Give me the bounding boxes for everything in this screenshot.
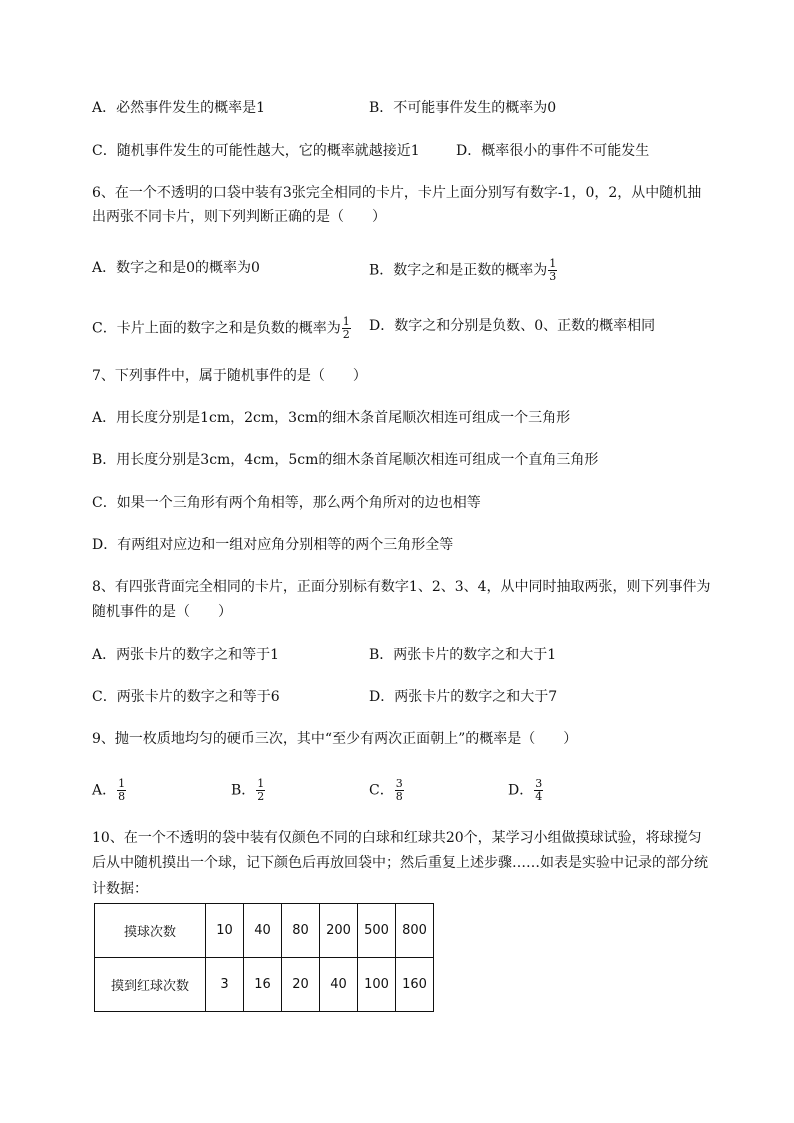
q6-option-b (369, 258, 558, 283)
fraction-denominator: 8 (395, 790, 403, 803)
fraction-numerator: 1 (257, 777, 265, 790)
q8-option-b: B．两张卡片的数字之和大于1 (369, 647, 557, 663)
q7-option-a: A．用长度分别是1cm，2cm，3cm的细木条首尾顺次相连可组成一个三角形 (92, 410, 571, 426)
q10-stem-line-3: 计数据： (92, 881, 148, 897)
q9-option-c (369, 778, 405, 803)
q6-option-d: D．数字之和分别是负数、0、正数的概率相同 (369, 318, 656, 334)
table-cell: 40 (320, 958, 358, 1012)
q9-option-b-fraction (256, 778, 265, 803)
q6-option-a: A．数字之和是0的概率为0 (92, 260, 260, 276)
q7-option-c: C．如果一个三角形有两个角相等，那么两个角所对的边也相等 (92, 495, 481, 511)
table-cell: 10 (206, 904, 244, 958)
q8-option-c: C．两张卡片的数字之和等于6 (92, 689, 280, 705)
option-label: A． (92, 782, 117, 799)
q6-option-c (92, 316, 352, 341)
q8-option-a: A．两张卡片的数字之和等于1 (92, 647, 280, 663)
q6-stem-line-1: 6、在一个不透明的口袋中装有3张完全相同的卡片，卡片上面分别写有数字-1，0，2，从中随机抽 (92, 185, 702, 201)
table-cell: 80 (282, 904, 320, 958)
q9-option-d-fraction (534, 778, 543, 803)
q9-option-c-fraction (395, 778, 404, 803)
q9-option-d (508, 778, 544, 803)
q8-stem-line-2: 随机事件的是（ ） (92, 604, 232, 620)
q7-stem: 7、下列事件中，属于随机事件的是（ ） (92, 368, 367, 384)
option-label: D． (508, 782, 534, 799)
q7-option-d: D．有两组对应边和一组对应角分别相等的两个三角形全等 (92, 537, 454, 553)
table-row (95, 904, 434, 958)
q10-data-table (94, 903, 434, 1012)
fraction-numerator: 3 (535, 777, 543, 790)
table-cell: 500 (358, 904, 396, 958)
q6-option-c-fraction (342, 316, 351, 341)
q7-option-b: B．用长度分别是3cm，4cm，5cm的细木条首尾顺次相连可组成一个直角三角形 (92, 452, 599, 468)
option-label: B． (231, 782, 256, 799)
table-cell: 16 (244, 958, 282, 1012)
fraction-numerator: 1 (342, 315, 350, 328)
fraction-numerator: 1 (549, 257, 557, 270)
fraction-denominator: 2 (257, 790, 265, 803)
table-row-header: 摸到红球次数 (95, 958, 206, 1012)
table-row (95, 958, 434, 1012)
q5-option-b: B．不可能事件发生的概率为0 (369, 100, 557, 116)
fraction-denominator: 3 (549, 270, 557, 283)
q5-option-c: C．随机事件发生的可能性越大，它的概率就越接近1 (92, 143, 420, 159)
q9-option-a-fraction (117, 778, 126, 803)
q9-option-a (92, 778, 127, 803)
q6-stem-line-2: 出两张不同卡片，则下列判断正确的是（ ） (92, 209, 386, 225)
q9-stem: 9、抛一枚质地均匀的硬币三次，其中“至少有两次正面朝上”的概率是（ ） (92, 731, 578, 747)
fraction-denominator: 8 (118, 790, 126, 803)
fraction-denominator: 4 (535, 790, 543, 803)
fraction-numerator: 1 (118, 777, 126, 790)
q10-stem-line-2: 后从中随机摸出一个球，记下颜色后再放回袋中；然后重复上述步骤……如表是实验中记录的部分统 (92, 855, 708, 871)
table-cell: 160 (396, 958, 434, 1012)
fraction-denominator: 2 (342, 328, 350, 341)
q5-option-d: D．概率很小的事件不可能发生 (456, 143, 650, 159)
q5-option-a: A．必然事件发生的概率是1 (92, 100, 266, 116)
fraction-numerator: 3 (395, 777, 403, 790)
table-cell: 3 (206, 958, 244, 1012)
table-row-header: 摸球次数 (95, 904, 206, 958)
table-cell: 200 (320, 904, 358, 958)
q8-option-d: D．两张卡片的数字之和大于7 (369, 689, 558, 705)
option-label: C． (369, 782, 394, 799)
table-cell: 800 (396, 904, 434, 958)
q9-option-b (231, 778, 266, 803)
q6-option-b-fraction (548, 258, 557, 283)
q6-option-c-text: C．卡片上面的数字之和是负数的概率为 (92, 320, 341, 337)
q10-stem-line-1: 10、在一个不透明的袋中装有仅颜色不同的白球和红球共20个，某学习小组做摸球试验，将球搅匀 (92, 830, 702, 846)
table-cell: 100 (358, 958, 396, 1012)
q6-option-b-text: B．数字之和是正数的概率为 (369, 262, 548, 279)
table-cell: 20 (282, 958, 320, 1012)
q8-stem-line-1: 8、有四张背面完全相同的卡片，正面分别标有数字1、2、3、4，从中同时抽取两张，则下列事件为 (92, 579, 711, 595)
table-cell: 40 (244, 904, 282, 958)
